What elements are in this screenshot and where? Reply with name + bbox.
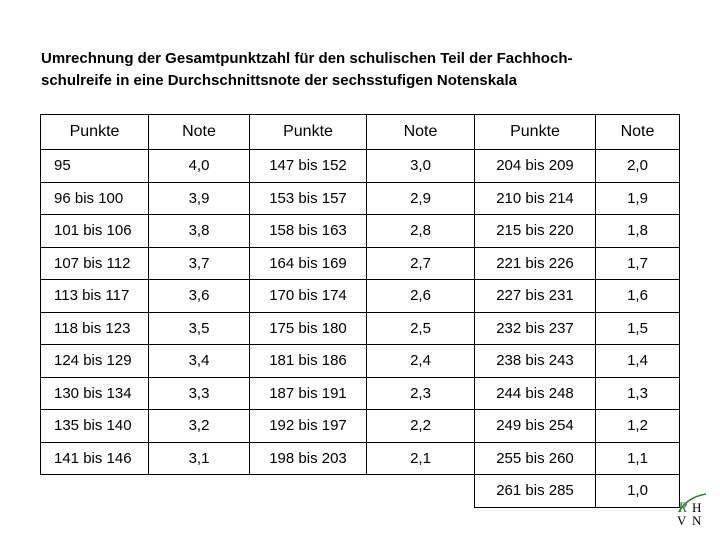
grade-cell: 3,5 [149, 312, 250, 345]
points-range-cell: 164 bis 169 [250, 247, 367, 280]
table-row [41, 442, 680, 475]
grade-cell: 3,6 [149, 280, 250, 313]
points-range-cell: 147 bis 152 [250, 150, 367, 183]
grade-cell: 2,1 [367, 442, 475, 475]
points-range-cell: 215 bis 220 [475, 215, 596, 248]
table-row [41, 247, 680, 280]
points-range-cell: 221 bis 226 [475, 247, 596, 280]
grade-cell: 3,4 [149, 345, 250, 378]
empty-cell [367, 475, 475, 508]
points-range-cell: 187 bis 191 [250, 377, 367, 410]
grade-cell: 1,3 [596, 377, 680, 410]
grade-cell: 2,7 [367, 247, 475, 280]
grade-cell: 2,0 [596, 150, 680, 183]
points-range-cell: 244 bis 248 [475, 377, 596, 410]
points-range-cell: 130 bis 134 [41, 377, 149, 410]
grade-cell: 1,5 [596, 312, 680, 345]
points-range-cell: 158 bis 163 [250, 215, 367, 248]
points-range-cell: 170 bis 174 [250, 280, 367, 313]
grade-cell: 1,8 [596, 215, 680, 248]
table-row [41, 280, 680, 313]
table-row [41, 475, 680, 508]
empty-cell [41, 475, 149, 508]
grade-cell: 1,7 [596, 247, 680, 280]
points-range-cell: 107 bis 112 [41, 247, 149, 280]
points-range-cell: 192 bis 197 [250, 410, 367, 443]
points-range-cell: 113 bis 117 [41, 280, 149, 313]
table-header-row [41, 115, 680, 150]
points-range-cell: 210 bis 214 [475, 182, 596, 215]
points-range-cell: 135 bis 140 [41, 410, 149, 443]
table-row [41, 377, 680, 410]
grade-cell: 1,1 [596, 442, 680, 475]
grade-cell: 2,9 [367, 182, 475, 215]
points-range-cell: 95 [41, 150, 149, 183]
column-header-note: Note [596, 115, 680, 150]
svg-text:N: N [692, 513, 702, 528]
grade-cell: 2,6 [367, 280, 475, 313]
grade-cell: 3,9 [149, 182, 250, 215]
points-range-cell: 249 bis 254 [475, 410, 596, 443]
points-range-cell: 227 bis 231 [475, 280, 596, 313]
grade-cell: 1,2 [596, 410, 680, 443]
points-range-cell: 175 bis 180 [250, 312, 367, 345]
grade-cell: 3,1 [149, 442, 250, 475]
title-line-2: schulreife in eine Durchschnittsnote der sechsstufigen Notenskala [41, 72, 517, 89]
table-row [41, 215, 680, 248]
institution-logo [676, 492, 710, 528]
page-title [41, 48, 641, 92]
table-row [41, 182, 680, 215]
table-row [41, 410, 680, 443]
points-range-cell: 153 bis 157 [250, 182, 367, 215]
points-range-cell: 124 bis 129 [41, 345, 149, 378]
grade-cell: 2,8 [367, 215, 475, 248]
points-range-cell: 255 bis 260 [475, 442, 596, 475]
table-row [41, 345, 680, 378]
column-header-note: Note [149, 115, 250, 150]
grade-cell: 2,5 [367, 312, 475, 345]
points-range-cell: 204 bis 209 [475, 150, 596, 183]
grade-cell: 1,9 [596, 182, 680, 215]
points-range-cell: 198 bis 203 [250, 442, 367, 475]
empty-cell [250, 475, 367, 508]
points-range-cell: 232 bis 237 [475, 312, 596, 345]
grade-conversion-table [40, 114, 680, 508]
column-header-punkte: Punkte [250, 115, 367, 150]
grade-cell: 4,0 [149, 150, 250, 183]
grade-cell: 2,4 [367, 345, 475, 378]
grade-cell: 1,0 [596, 475, 680, 508]
points-range-cell: 141 bis 146 [41, 442, 149, 475]
grade-cell: 2,3 [367, 377, 475, 410]
grade-cell: 3,0 [367, 150, 475, 183]
points-range-cell: 101 bis 106 [41, 215, 149, 248]
title-line-1: Umrechnung der Gesamtpunktzahl für den schulischen Teil der Fachhoch- [41, 50, 573, 67]
grade-cell: 3,3 [149, 377, 250, 410]
grade-cell: 1,6 [596, 280, 680, 313]
points-range-cell: 118 bis 123 [41, 312, 149, 345]
grade-cell: 3,8 [149, 215, 250, 248]
svg-text:R: R [678, 500, 688, 516]
column-header-punkte: Punkte [41, 115, 149, 150]
points-range-cell: 96 bis 100 [41, 182, 149, 215]
grade-cell: 3,2 [149, 410, 250, 443]
svg-text:V: V [677, 513, 687, 528]
empty-cell [149, 475, 250, 508]
column-header-punkte: Punkte [475, 115, 596, 150]
grade-cell: 3,7 [149, 247, 250, 280]
points-range-cell: 261 bis 285 [475, 475, 596, 508]
table-row [41, 312, 680, 345]
svg-text:H: H [692, 500, 702, 515]
points-range-cell: 238 bis 243 [475, 345, 596, 378]
column-header-note: Note [367, 115, 475, 150]
grade-cell: 1,4 [596, 345, 680, 378]
points-range-cell: 181 bis 186 [250, 345, 367, 378]
grade-cell: 2,2 [367, 410, 475, 443]
table-row [41, 150, 680, 183]
